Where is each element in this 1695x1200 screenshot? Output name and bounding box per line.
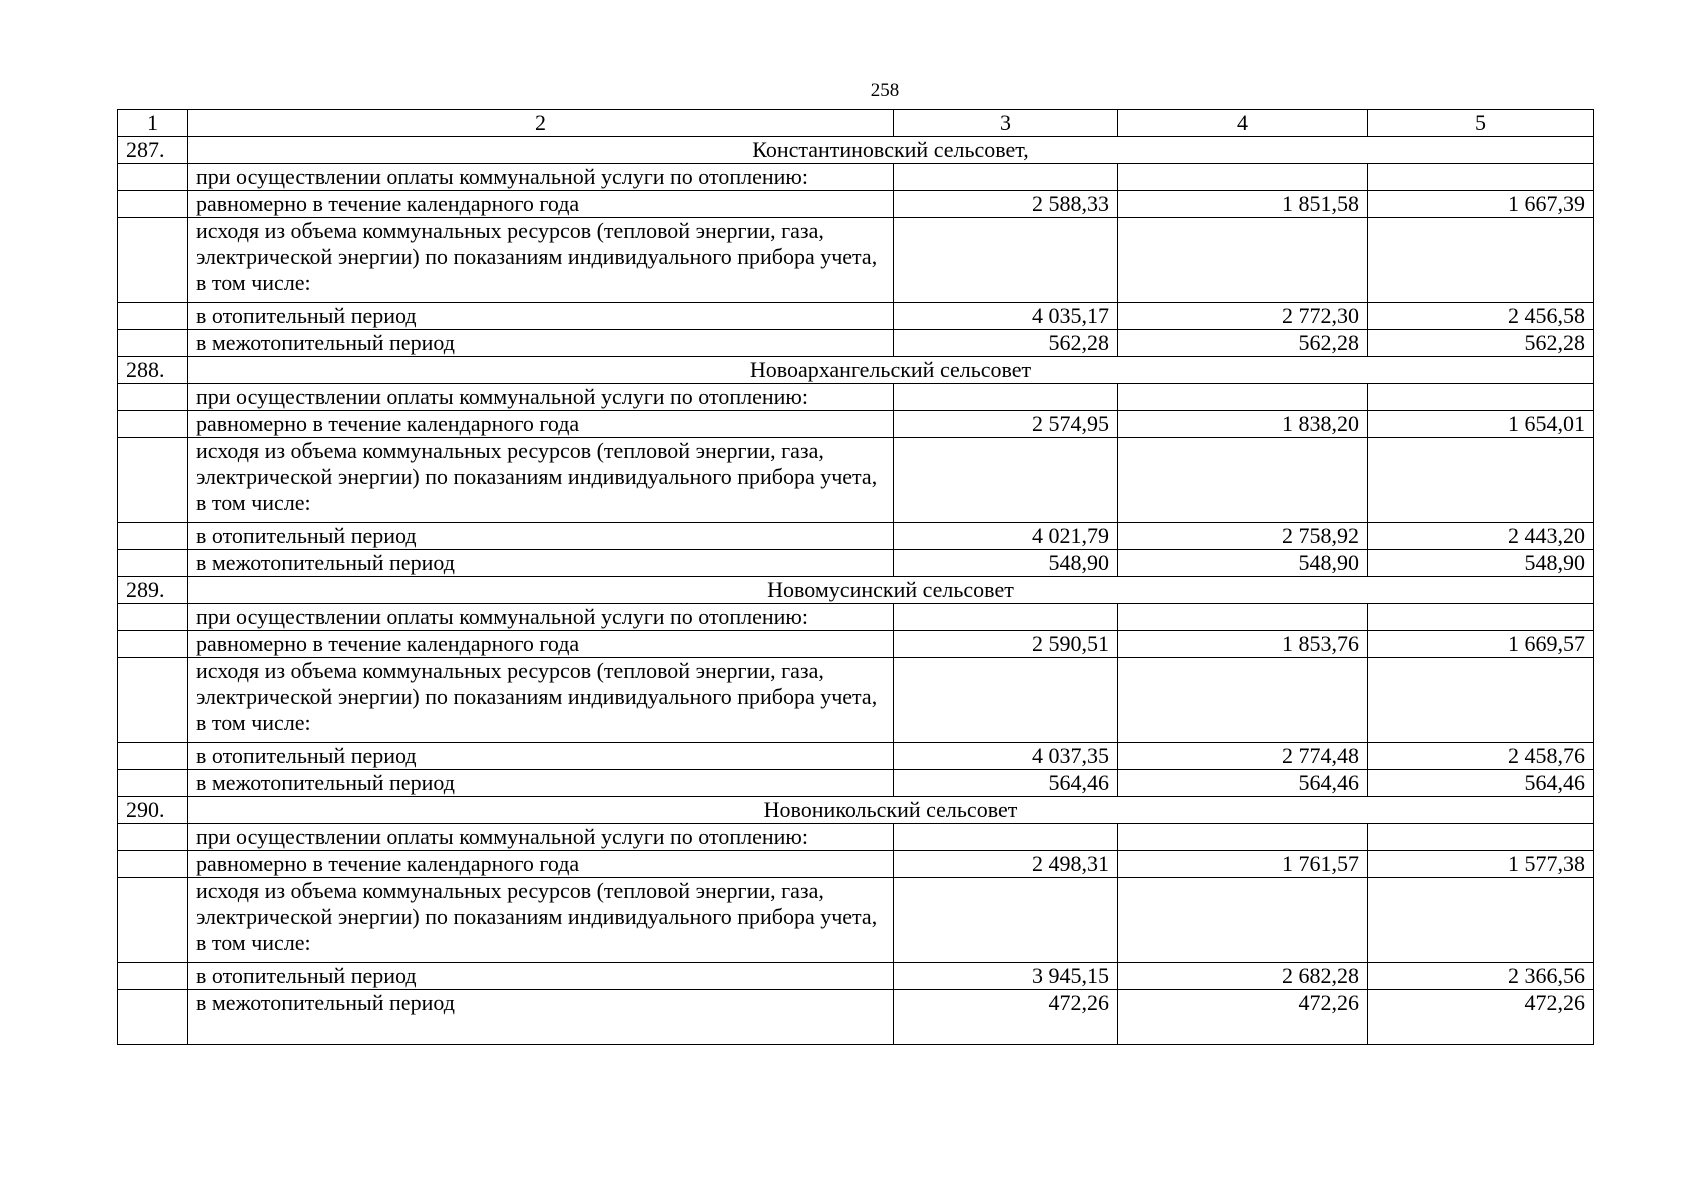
- value-col-5: [1368, 658, 1594, 743]
- row-label: равномерно в течение календарного года: [188, 411, 894, 438]
- value-col-3: [894, 218, 1118, 303]
- value-col-3: 2 588,33: [894, 191, 1118, 218]
- table-row: [118, 824, 1594, 851]
- value-col-5: 2 366,56: [1368, 963, 1594, 990]
- table-row: [118, 330, 1594, 357]
- value-col-3: 2 574,95: [894, 411, 1118, 438]
- value-col-4: 1 853,76: [1118, 631, 1368, 658]
- section-number: 287.: [118, 137, 188, 164]
- value-col-5: 1 654,01: [1368, 411, 1594, 438]
- value-col-3: 2 590,51: [894, 631, 1118, 658]
- row-label: равномерно в течение календарного года: [188, 631, 894, 658]
- row-label: в межотопительный период: [188, 770, 894, 797]
- table-row: [118, 384, 1594, 411]
- value-col-3: 548,90: [894, 550, 1118, 577]
- section-header-row: [118, 357, 1594, 384]
- value-col-5: 1 577,38: [1368, 851, 1594, 878]
- row-number-cell: [118, 330, 188, 357]
- value-col-5: [1368, 164, 1594, 191]
- value-col-4: 2 682,28: [1118, 963, 1368, 990]
- value-col-5: 2 456,58: [1368, 303, 1594, 330]
- value-col-3: [894, 164, 1118, 191]
- row-label: в межотопительный период: [188, 550, 894, 577]
- value-col-4: 1 838,20: [1118, 411, 1368, 438]
- section-header-row: [118, 577, 1594, 604]
- page-number: 258: [870, 80, 900, 101]
- row-number-cell: [118, 604, 188, 631]
- header-col-2: 2: [188, 110, 894, 137]
- value-col-3: [894, 438, 1118, 523]
- value-col-3: 472,26: [894, 990, 1118, 1045]
- value-col-3: [894, 604, 1118, 631]
- row-number-cell: [118, 164, 188, 191]
- value-col-3: [894, 824, 1118, 851]
- row-number-cell: [118, 411, 188, 438]
- value-col-5: 1 667,39: [1368, 191, 1594, 218]
- value-col-5: [1368, 218, 1594, 303]
- row-number-cell: [118, 303, 188, 330]
- row-label: исходя из объема коммунальных ресурсов (тепловой энергии, газа, электрической энергии) по показаниям индивидуального прибора учета, в том числе:: [188, 438, 894, 523]
- value-col-4: [1118, 438, 1368, 523]
- value-col-5: 562,28: [1368, 330, 1594, 357]
- value-col-3: 562,28: [894, 330, 1118, 357]
- row-number-cell: [118, 658, 188, 743]
- section-title: Новоархангельский сельсовет: [188, 357, 1594, 384]
- row-number-cell: [118, 770, 188, 797]
- row-label: исходя из объема коммунальных ресурсов (тепловой энергии, газа, электрической энергии) по показаниям индивидуального прибора учета, в том числе:: [188, 658, 894, 743]
- value-col-4: 1 761,57: [1118, 851, 1368, 878]
- table-row: [118, 411, 1594, 438]
- section-number: 288.: [118, 357, 188, 384]
- tariff-table: [117, 109, 1594, 1045]
- row-label: исходя из объема коммунальных ресурсов (тепловой энергии, газа, электрической энергии) по показаниям индивидуального прибора учета, в том числе:: [188, 878, 894, 963]
- header-col-4: 4: [1118, 110, 1368, 137]
- row-label: в отопительный период: [188, 303, 894, 330]
- row-label: при осуществлении оплаты коммунальной услуги по отоплению:: [188, 384, 894, 411]
- table-row: [118, 604, 1594, 631]
- value-col-4: 2 758,92: [1118, 523, 1368, 550]
- value-col-4: 472,26: [1118, 990, 1368, 1045]
- table-row: [118, 303, 1594, 330]
- value-col-5: 1 669,57: [1368, 631, 1594, 658]
- row-number-cell: [118, 438, 188, 523]
- value-col-3: 4 021,79: [894, 523, 1118, 550]
- header-col-5: 5: [1368, 110, 1594, 137]
- row-label: в отопительный период: [188, 523, 894, 550]
- value-col-4: [1118, 878, 1368, 963]
- header-col-3: 3: [894, 110, 1118, 137]
- row-number-cell: [118, 191, 188, 218]
- table-row: [118, 191, 1594, 218]
- row-number-cell: [118, 631, 188, 658]
- table-row: [118, 851, 1594, 878]
- table-row: [118, 658, 1594, 743]
- value-col-5: [1368, 824, 1594, 851]
- value-col-3: 2 498,31: [894, 851, 1118, 878]
- row-label: равномерно в течение календарного года: [188, 191, 894, 218]
- row-label: при осуществлении оплаты коммунальной услуги по отоплению:: [188, 824, 894, 851]
- table-row: [118, 770, 1594, 797]
- table-row: [118, 743, 1594, 770]
- value-col-5: 472,26: [1368, 990, 1594, 1045]
- value-col-3: [894, 384, 1118, 411]
- row-label: при осуществлении оплаты коммунальной услуги по отоплению:: [188, 164, 894, 191]
- row-number-cell: [118, 523, 188, 550]
- section-title: Константиновский сельсовет,: [188, 137, 1594, 164]
- row-number-cell: [118, 743, 188, 770]
- row-label: в межотопительный период: [188, 990, 894, 1045]
- value-col-5: 2 458,76: [1368, 743, 1594, 770]
- table-row: [118, 164, 1594, 191]
- row-label: в межотопительный период: [188, 330, 894, 357]
- value-col-5: [1368, 878, 1594, 963]
- table-row: [118, 631, 1594, 658]
- value-col-4: 548,90: [1118, 550, 1368, 577]
- table-row: [118, 963, 1594, 990]
- value-col-3: 3 945,15: [894, 963, 1118, 990]
- row-number-cell: [118, 824, 188, 851]
- value-col-4: 2 774,48: [1118, 743, 1368, 770]
- row-number-cell: [118, 878, 188, 963]
- value-col-4: [1118, 604, 1368, 631]
- row-number-cell: [118, 218, 188, 303]
- section-number: 289.: [118, 577, 188, 604]
- row-number-cell: [118, 550, 188, 577]
- value-col-5: [1368, 438, 1594, 523]
- value-col-3: 564,46: [894, 770, 1118, 797]
- row-label: в отопительный период: [188, 963, 894, 990]
- row-label: исходя из объема коммунальных ресурсов (тепловой энергии, газа, электрической энергии) по показаниям индивидуального прибора учета, в том числе:: [188, 218, 894, 303]
- value-col-5: 2 443,20: [1368, 523, 1594, 550]
- table-row: [118, 523, 1594, 550]
- value-col-4: [1118, 164, 1368, 191]
- value-col-5: [1368, 604, 1594, 631]
- section-header-row: [118, 137, 1594, 164]
- value-col-5: 564,46: [1368, 770, 1594, 797]
- header-col-1: 1: [118, 110, 188, 137]
- row-label: при осуществлении оплаты коммунальной услуги по отоплению:: [188, 604, 894, 631]
- section-header-row: [118, 797, 1594, 824]
- row-number-cell: [118, 990, 188, 1045]
- value-col-3: [894, 878, 1118, 963]
- row-number-cell: [118, 851, 188, 878]
- value-col-4: [1118, 384, 1368, 411]
- table-row: [118, 878, 1594, 963]
- table-row: [118, 550, 1594, 577]
- row-number-cell: [118, 384, 188, 411]
- value-col-4: 1 851,58: [1118, 191, 1368, 218]
- row-number-cell: [118, 963, 188, 990]
- section-title: Новоникольский сельсовет: [188, 797, 1594, 824]
- value-col-5: 548,90: [1368, 550, 1594, 577]
- row-label: равномерно в течение календарного года: [188, 851, 894, 878]
- table-header-row: [118, 110, 1594, 137]
- section-title: Новомусинский сельсовет: [188, 577, 1594, 604]
- value-col-4: [1118, 218, 1368, 303]
- value-col-3: [894, 658, 1118, 743]
- row-label: в отопительный период: [188, 743, 894, 770]
- value-col-3: 4 035,17: [894, 303, 1118, 330]
- table-row: [118, 438, 1594, 523]
- table-row: [118, 990, 1594, 1045]
- value-col-4: 2 772,30: [1118, 303, 1368, 330]
- value-col-4: 564,46: [1118, 770, 1368, 797]
- value-col-3: 4 037,35: [894, 743, 1118, 770]
- value-col-4: [1118, 658, 1368, 743]
- value-col-4: [1118, 824, 1368, 851]
- table-row: [118, 218, 1594, 303]
- value-col-5: [1368, 384, 1594, 411]
- section-number: 290.: [118, 797, 188, 824]
- value-col-4: 562,28: [1118, 330, 1368, 357]
